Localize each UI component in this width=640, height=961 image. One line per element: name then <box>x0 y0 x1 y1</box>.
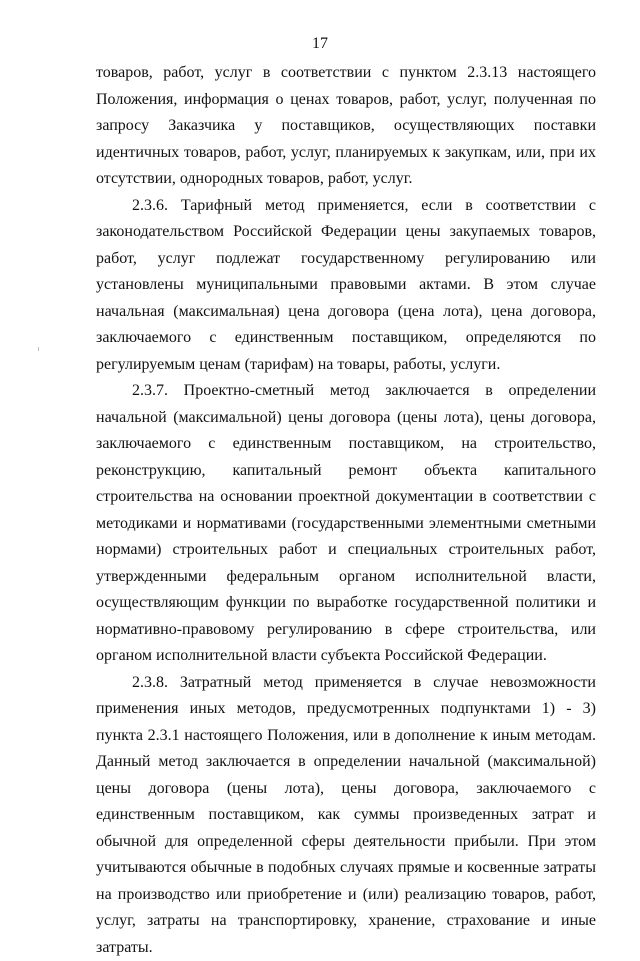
paragraph-2-3-8: 2.3.8. Затратный метод применяется в случае невозможности применения иных методов, предусмотренных подпунктами 1) - 3) пункта 2.3.1 настоящего Положения, или в дополнение к иным методам. Данный метод заключается в определении начальной (максимальной) цены договора (цены лота), цены договора, заключаемого с единственным поставщиком, как суммы произведенных затрат и обычной для определенной сферы деятельности прибыли. При этом учитываются обычные в подобных случаях прямые и косвенные затраты на производство или приобретение и (или) реализацию товаров, работ, услуг, затраты на транспортировку, хранение, страхование и иные затраты. <box>96 670 596 961</box>
page-number: 17 <box>0 34 640 54</box>
document-body <box>96 60 596 961</box>
paragraph-2-3-6: 2.3.6. Тарифный метод применяется, если в соответствии с законодательством Российской Федерации цены закупаемых товаров, работ, услуг подлежат государственному регулированию или установлены муниципальными правовыми актами. В этом случае начальная (максимальная) цена договора (цена лота), цена договора, заключаемого с единственным поставщиком, определяются по регулируемым ценам (тарифам) на товары, работы, услуги. <box>96 193 596 379</box>
paragraph-continuation: товаров, работ, услуг в соответствии с пунктом 2.3.13 настоящего Положения, информация о ценах товаров, работ, услуг, полученная по запросу Заказчика у поставщиков, осуществляющих поставки идентичных товаров, работ, услуг, планируемых к закупкам, или, при их отсутствии, однородных товаров, работ, услуг. <box>96 60 596 193</box>
scan-margin-mark <box>38 347 39 351</box>
paragraph-2-3-7: 2.3.7. Проектно-сметный метод заключается в определении начальной (максимальной) цены договора (цены лота), цены договора, заключаемого с единственным поставщиком, на строительство, реконструкцию, капитальный ремонт объекта капитального строительства на основании проектной документации в соответствии с методиками и нормативами (государственными элементными сметными нормами) строительных работ и специальных строительных работ, утвержденными федеральным органом исполнительной власти, осуществляющим функции по выработке государственной политики и нормативно-правовому регулированию в сфере строительства, или органом исполнительной власти субъекта Российской Федерации. <box>96 378 596 670</box>
